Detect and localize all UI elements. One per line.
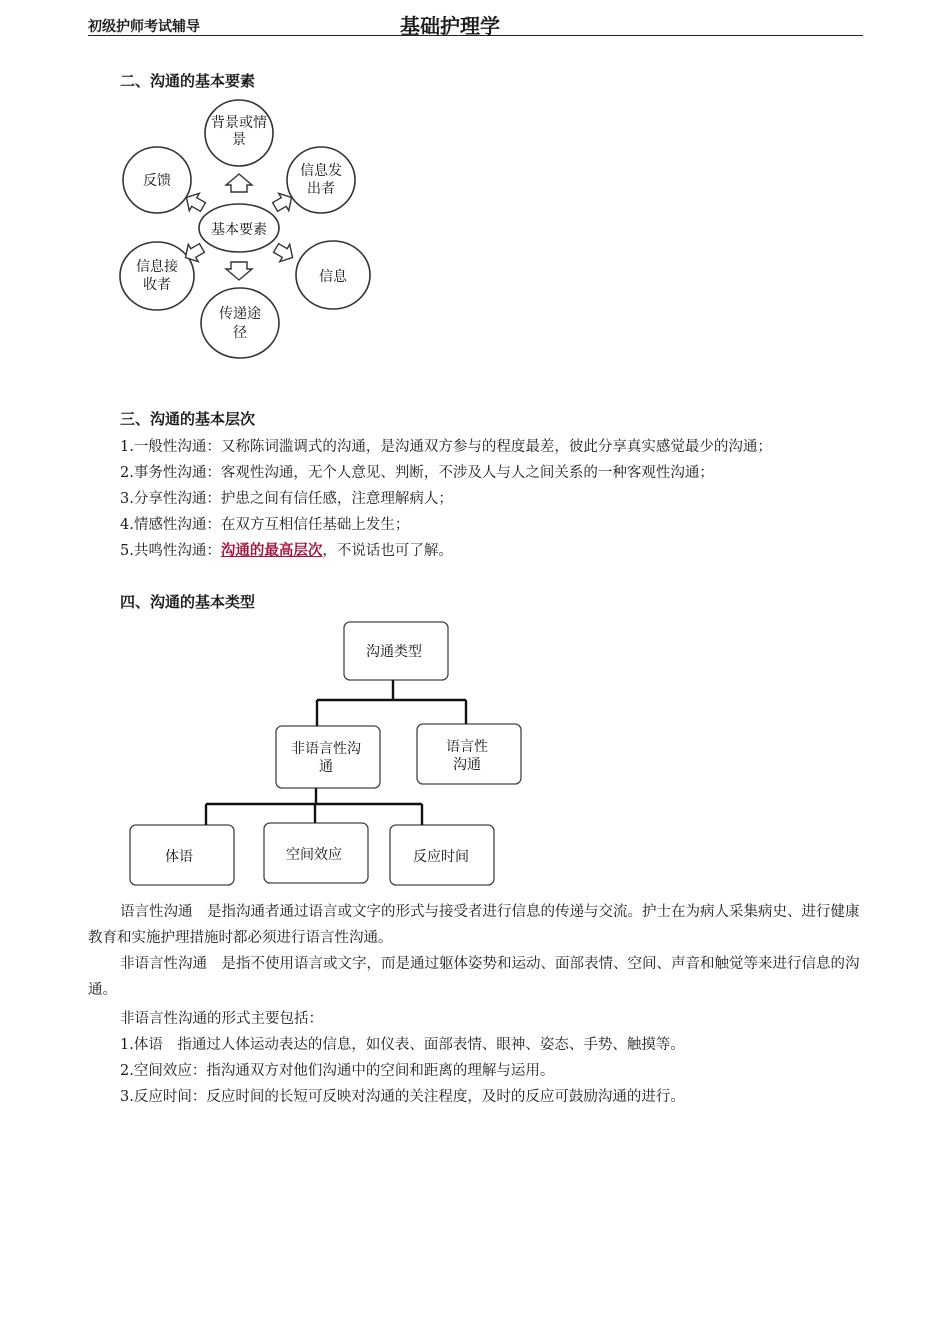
highest-level-highlight: 沟通的最高层次: [220, 542, 323, 559]
node-circle-receiver: [120, 242, 194, 310]
node-label: 反馈: [143, 173, 171, 189]
node-label: 景: [232, 132, 246, 148]
arrow-upleft-icon: [181, 189, 207, 216]
node-label: 信息发: [300, 163, 342, 179]
nonverbal-paragraph: 非语言性沟通 是指不使用语言或文字，而是通过躯体姿势和运动、面部表情、空间、声音和触觉等来进行信息的沟通。: [88, 956, 860, 998]
center-label: 基本要素: [211, 222, 267, 238]
level-item-5: [120, 539, 453, 560]
node-label: 信息接: [136, 259, 178, 275]
arrow-down-icon: [226, 262, 252, 280]
form-item: 2.空间效应：指沟通双方对他们沟通中的空间和距离的理解与运用。: [120, 1063, 555, 1079]
node-label: 出者: [307, 181, 335, 197]
header-left-title: 初级护师考试辅导: [88, 19, 200, 35]
form-item: 3.反应时间：反应时间的长短可反映对沟通的关注程度，及时的反应可鼓励沟通的进行。: [120, 1089, 685, 1105]
types-tree-diagram: [120, 612, 530, 892]
tree-verbal-label: 沟通: [453, 757, 481, 773]
forms-intro: 非语言性沟通的形式主要包括：: [120, 1011, 323, 1027]
level-item: 4.情感性沟通：在双方互相信任基础上发生；: [120, 517, 410, 533]
tree-leaf-label: 体语: [165, 849, 193, 865]
header-rule: [88, 35, 863, 36]
node-label: 收者: [143, 277, 171, 293]
tree-nonverbal-box: [276, 726, 380, 788]
arrow-downright-icon: [271, 239, 297, 266]
level-item-5-suffix: ，不说话也可了解。: [322, 543, 453, 559]
tree-nonverbal-label: 通: [319, 759, 333, 775]
level-item: 2.事务性沟通：客观性沟通，无个人意见、判断，不涉及人与人之间关系的一种客观性沟通；: [120, 465, 714, 481]
level-item: 1.一般性沟通：又称陈词滥调式的沟通，是沟通双方参与的程度最差，彼此分享真实感觉最少的沟通；: [120, 439, 772, 455]
level-item-5-prefix: 5.共鸣性沟通：: [120, 543, 221, 559]
tree-root-label: 沟通类型: [366, 644, 422, 660]
arrow-up-icon: [226, 174, 252, 192]
node-label: 背景或情: [211, 115, 267, 131]
elements-diagram: [110, 95, 390, 370]
verbal-paragraph: 语言性沟通 是指沟通者通过语言或文字的形式与接受者进行信息的传递与交流。护士在为病人采集病史、进行健康教育和实施护理措施时都必须进行语言性沟通。: [88, 904, 860, 946]
node-circle-sender: [287, 147, 355, 213]
node-circle-channel: [201, 288, 279, 358]
node-label: 径: [233, 325, 247, 341]
tree-leaf-label: 空间效应: [286, 847, 342, 863]
node-label: 传递途: [219, 306, 261, 322]
tree-leaf-label: 反应时间: [413, 849, 469, 865]
form-item: 1.体语 指通过人体运动表达的信息，如仪表、面部表情、眼神、姿态、手势、触摸等。: [120, 1037, 685, 1053]
arrow-upright-icon: [270, 189, 296, 216]
header-center-title: 基础护理学: [400, 14, 500, 38]
tree-nonverbal-label: 非语言性沟: [291, 741, 361, 757]
section4-heading: 四、沟通的基本类型: [120, 593, 256, 611]
section3-heading: 三、沟通的基本层次: [120, 410, 256, 428]
node-label: 信息: [319, 269, 347, 285]
section2-heading: 二、沟通的基本要素: [120, 72, 256, 90]
tree-verbal-label: 语言性: [446, 739, 488, 755]
level-item: 3.分享性沟通：护患之间有信任感，注意理解病人；: [120, 491, 453, 507]
